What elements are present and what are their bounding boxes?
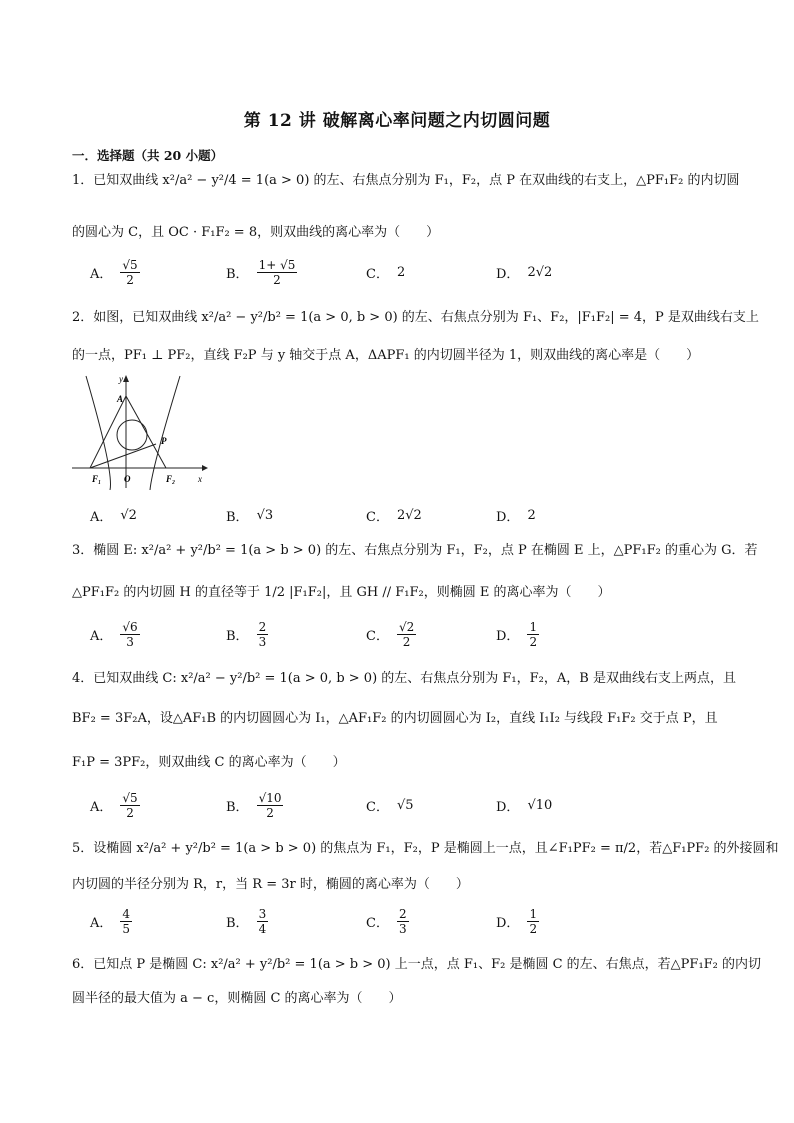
option-value: √3 [256,507,274,523]
question-3-line-1: 3．椭圆 E: x²/a² + y²/b² = 1(a > b > 0) 的左、右焦点分别为 F₁，F₂，点 P 在椭圆 E 上，△PF₁F₂ 的重心为 G．若 [72,543,758,558]
section-heading: 一．选择题（共 20 小题） [72,148,224,163]
y-axis-arrow [123,375,129,382]
option-label: A． [90,266,113,282]
option-label: C． [366,628,389,644]
option-label: D． [496,915,520,931]
option-b[interactable] [226,617,268,651]
option-label: A． [90,799,113,815]
option-label: C． [366,915,389,931]
label-f1: F₁ [92,474,102,484]
question-2-line-2: 的一点，PF₁ ⊥ PF₂，直线 F₂P 与 y 轴交于点 A，ΔAPF₁ 的内切圆半径为 1，则双曲线的离心率是（ ） [72,348,700,363]
denominator: 3 [398,921,407,936]
option-value: √2 [120,507,137,523]
incircle [117,420,147,450]
question-5-line-1: 5．设椭圆 x²/a² + y²/b² = 1(a > b > 0) 的焦点为 F₁，F₂，P 是椭圆上一点，且∠F₁PF₂ = π/2，若△F₁PF₂ 的外接圆和 [72,841,779,856]
option-value: 2 [527,507,536,523]
hyperbola-figure [68,372,208,490]
fraction [527,907,539,936]
option-label: A． [90,628,113,644]
option-c[interactable] [366,617,416,651]
right-branch [150,376,180,490]
option-c[interactable] [366,904,409,938]
x-axis-arrow [202,465,208,471]
denominator: 5 [122,921,131,936]
option-value: √5 [396,797,414,813]
option-c[interactable] [366,255,405,289]
question-5-line-2: 内切圆的半径分别为 R，r，当 R = 3r 时，椭圆的离心率为（ ） [72,877,469,892]
numerator: 1 [529,619,538,634]
denominator: 2 [402,634,411,649]
option-d[interactable] [496,617,539,651]
option-a[interactable] [90,255,140,289]
label-o: O [124,474,131,484]
option-label: C． [366,266,389,282]
numerator: √2 [398,619,415,634]
label-a: A [117,394,124,404]
denominator: 3 [126,634,134,649]
fraction [120,620,139,649]
fraction [120,791,139,820]
question-4-line-3: F₁P = 3PF₂，则双曲线 C 的离心率为（ ） [72,755,346,770]
option-a[interactable] [90,904,132,938]
fraction [257,791,284,820]
denominator: 2 [266,805,274,820]
numerator: 1+ √5 [258,257,296,272]
option-label: B． [226,799,249,815]
label-f2: F₂ [166,474,176,484]
denominator: 2 [273,272,281,287]
numerator: 1 [529,906,538,921]
denominator: 4 [258,921,267,936]
numerator: 2 [258,619,267,634]
option-label: C． [366,509,389,525]
option-a[interactable] [90,498,137,532]
numerator: 2 [398,906,407,921]
option-label: D． [496,628,520,644]
option-value: √10 [527,797,553,813]
option-label: B． [226,509,249,525]
question-3-line-2: △PF₁F₂ 的内切圆 H 的直径等于 1/2 |F₁F₂|，且 GH // F₁F₂，则椭圆 E 的离心率为（ ） [72,585,611,600]
option-a[interactable] [90,788,140,822]
question-6-line-2: 圆半径的最大值为 a − c，则椭圆 C 的离心率为（ ） [72,991,402,1006]
option-c[interactable] [366,498,422,532]
denominator: 2 [126,272,134,287]
denominator: 3 [258,634,267,649]
line-af2 [126,396,166,468]
question-4-line-1: 4．已知双曲线 C: x²/a² − y²/b² = 1(a > 0, b > 0) 的左、右焦点分别为 F₁，F₂，A，B 是双曲线右支上两点，且 [72,671,736,686]
fraction [397,907,409,936]
label-x: x [198,474,202,484]
option-a[interactable] [90,617,140,651]
option-label: B． [226,628,249,644]
option-label: A． [90,915,113,931]
numerator: 4 [122,906,131,921]
fraction [120,258,139,287]
denominator: 2 [529,921,538,936]
option-label: C． [366,799,389,815]
numerator: √6 [122,619,138,634]
question-2-line-1: 2．如图，已知双曲线 x²/a² − y²/b² = 1(a > 0, b > 0) 的左、右焦点分别为 F₁、F₂，|F₁F₂| = 4，P 是双曲线右支上 [72,310,759,325]
fraction [120,907,132,936]
option-label: D． [496,266,520,282]
option-d[interactable] [496,904,539,938]
question-4-options [90,788,730,822]
question-5-options [90,904,730,938]
option-b[interactable] [226,788,283,822]
option-label: B． [226,915,249,931]
denominator: 2 [126,805,134,820]
option-label: D． [496,509,520,525]
denominator: 2 [529,634,538,649]
fraction [257,620,269,649]
fraction [527,620,539,649]
option-c[interactable] [366,788,414,822]
question-3-options [90,617,730,651]
question-1-options [90,255,730,289]
numerator: √10 [258,790,282,805]
option-value: 2 [396,264,406,280]
page-title: 第 12 讲 破解离心率问题之内切圆问题 [243,111,551,131]
question-4-line-2: BF₂ = 3F₂A，设△AF₁B 的内切圆圆心为 I₁，△AF₁F₂ 的内切圆圆心为 I₂，直线 I₁I₂ 与线段 F₁F₂ 交于点 P，且 [72,711,718,726]
numerator: √5 [122,257,138,272]
left-branch [86,376,111,490]
numerator: 3 [258,906,267,921]
option-value: 2√2 [396,507,422,523]
question-2-options [90,498,730,532]
option-b[interactable] [226,904,268,938]
option-d[interactable] [496,498,536,532]
label-p: P [161,436,167,446]
fraction [257,258,298,287]
option-label: D． [496,799,520,815]
label-y: y [119,374,123,384]
option-d[interactable] [496,788,552,822]
fraction [257,907,269,936]
question-1-line-2: 的圆心为 C，且 OC · F₁F₂ = 8，则双曲线的离心率为（ ） [72,225,440,240]
option-label: B． [226,266,249,282]
question-6-line-1: 6．已知点 P 是椭圆 C: x²/a² + y²/b² = 1(a > b > 0) 上一点，点 F₁、F₂ 是椭圆 C 的左、右焦点，若△PF₁F₂ 的内切 [72,957,762,972]
fraction [397,620,416,649]
question-1-line-1: 1．已知双曲线 x²/a² − y²/4 = 1(a > 0) 的左、右焦点分别为 F₁，F₂，点 P 在双曲线的右支上，△PF₁F₂ 的内切圆 [72,173,740,188]
option-b[interactable] [226,255,297,289]
hyperbola-diagram [68,372,208,490]
numerator: √5 [122,790,138,805]
option-d[interactable] [496,255,552,289]
option-value: 2√2 [527,264,553,280]
option-label: A． [90,509,113,525]
option-b[interactable] [226,498,273,532]
